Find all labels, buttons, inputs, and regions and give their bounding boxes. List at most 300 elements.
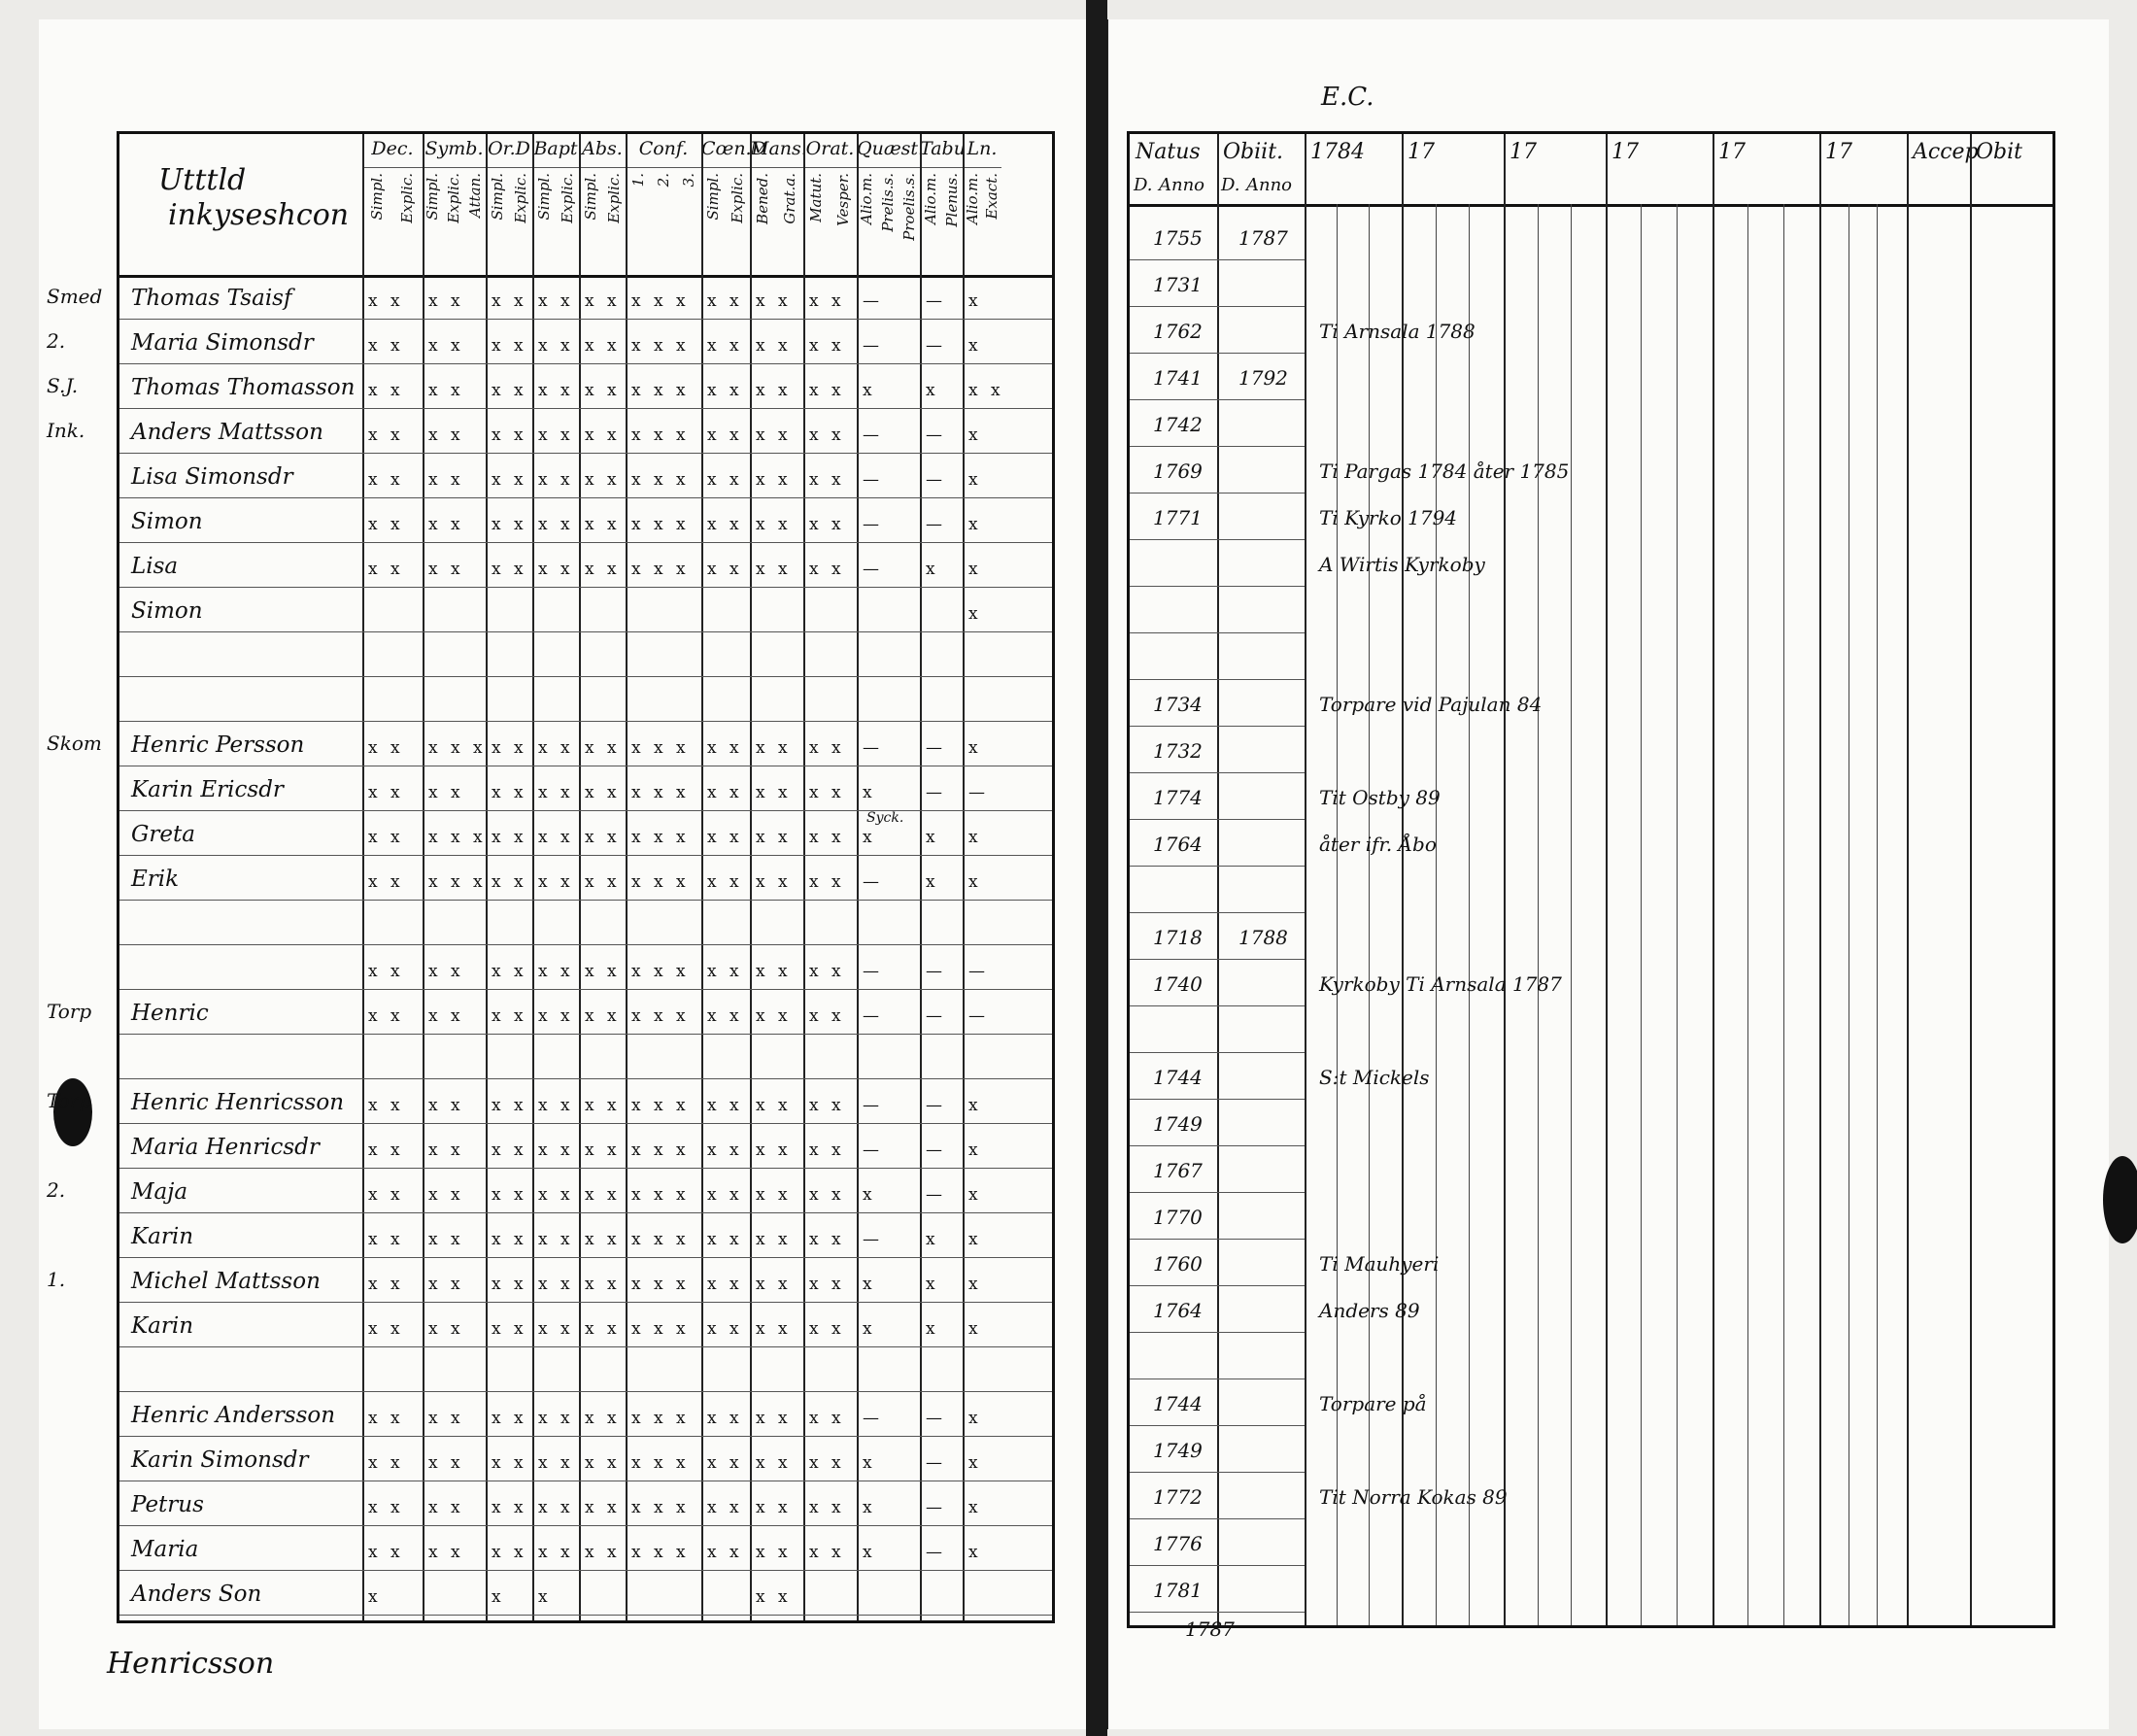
- birth-year: 1771: [1153, 506, 1203, 529]
- person-name: Lisa Simonsdr: [131, 464, 293, 490]
- exam-mark: x x x: [631, 783, 690, 802]
- row-rule: [119, 1436, 1052, 1437]
- exam-mark: x: [863, 1543, 876, 1562]
- exam-mark: —: [926, 1140, 946, 1160]
- column-subheader: 2.: [654, 173, 672, 187]
- row-rule: [1130, 1145, 1305, 1146]
- column-divider: [963, 134, 965, 1620]
- exam-mark: x x: [756, 1140, 792, 1160]
- exam-mark: x x: [492, 783, 527, 802]
- exam-mark: —: [863, 470, 883, 490]
- exam-mark: x x: [428, 515, 464, 534]
- register-note: Torpare vid Pajulan 84: [1319, 693, 1543, 716]
- column-header: 17: [1825, 140, 1852, 164]
- exam-mark: x x: [809, 872, 845, 892]
- register-note: Anders 89: [1319, 1299, 1420, 1322]
- row-rule: [1130, 959, 1305, 960]
- exam-mark: x x: [538, 291, 574, 311]
- exam-mark: x x: [492, 1275, 527, 1294]
- exam-mark: x x x: [631, 1319, 690, 1339]
- exam-mark: x x: [756, 515, 792, 534]
- exam-mark: x: [968, 872, 982, 892]
- exam-mark: x x: [368, 962, 404, 981]
- column-subheader: Simpl.: [488, 173, 506, 221]
- row-rule: [119, 319, 1052, 320]
- exam-mark: x x x: [631, 1498, 690, 1517]
- exam-mark: x x: [368, 1230, 404, 1249]
- person-name: Maja: [131, 1179, 188, 1205]
- exam-mark: x x: [809, 1006, 845, 1026]
- exam-mark: x x: [428, 1185, 464, 1205]
- exam-mark: x x: [538, 872, 574, 892]
- birth-year: 1781: [1153, 1579, 1203, 1602]
- exam-mark: x x: [707, 515, 743, 534]
- birth-year: 1718: [1153, 926, 1203, 949]
- column-divider: [1217, 134, 1219, 1625]
- birth-year: 1770: [1153, 1206, 1203, 1229]
- exam-mark: x x: [492, 872, 527, 892]
- column-divider: [701, 134, 703, 1620]
- row-rule: [1130, 493, 1305, 494]
- row-rule: [1130, 1612, 1305, 1613]
- column-subheader: D.: [1221, 175, 1240, 195]
- row-rule: [119, 1346, 1052, 1347]
- sub-column-divider: [1877, 204, 1878, 1625]
- exam-mark: x x: [756, 1453, 792, 1473]
- row-rule: [1130, 586, 1305, 587]
- exam-mark: —: [863, 872, 883, 892]
- birth-year: 1731: [1153, 273, 1203, 296]
- exam-mark: x x x: [631, 738, 690, 758]
- exam-mark: —: [926, 1185, 946, 1205]
- row-rule: [119, 1123, 1052, 1124]
- header-rule: [701, 167, 750, 168]
- row-rule: [1130, 679, 1305, 680]
- column-divider: [1305, 134, 1306, 1625]
- person-name: Thomas Thomasson: [131, 375, 356, 400]
- sub-column-divider: [1677, 204, 1678, 1625]
- exam-mark: x x x: [631, 1409, 690, 1428]
- exam-mark: —: [863, 962, 883, 981]
- exam-mark: x x: [585, 291, 621, 311]
- row-rule: [1130, 1472, 1305, 1473]
- row-rule: [119, 453, 1052, 454]
- column-subheader: Bened.: [754, 173, 772, 224]
- exam-mark: x x: [585, 1453, 621, 1473]
- exam-mark: x x: [756, 828, 792, 847]
- birth-year: 1755: [1153, 226, 1203, 250]
- exam-mark: x x: [492, 381, 527, 400]
- exam-mark: x x: [368, 1096, 404, 1115]
- exam-mark: x x: [756, 291, 792, 311]
- exam-mark: x x: [368, 783, 404, 802]
- birth-year: 1744: [1153, 1392, 1203, 1415]
- sub-column-divider: [1469, 204, 1470, 1625]
- exam-mark: x x: [368, 1498, 404, 1517]
- exam-mark: x x: [492, 291, 527, 311]
- exam-mark: x x: [809, 381, 845, 400]
- column-divider: [423, 134, 424, 1620]
- exam-mark: x x: [707, 962, 743, 981]
- exam-mark: x: [968, 470, 982, 490]
- exam-mark: x x: [707, 1409, 743, 1428]
- exam-mark: x x: [756, 1006, 792, 1026]
- exam-mark: x x: [809, 515, 845, 534]
- exam-mark: x x: [428, 381, 464, 400]
- column-subheader: Simpl.: [424, 173, 442, 221]
- exam-mark: x x: [538, 962, 574, 981]
- exam-mark: x x: [585, 828, 621, 847]
- top-label: E.C.: [1321, 83, 1374, 112]
- exam-mark: x x: [585, 962, 621, 981]
- exam-mark: x x: [428, 1498, 464, 1517]
- exam-mark: x x: [538, 560, 574, 579]
- exam-mark: x: [968, 738, 982, 758]
- exam-mark: x: [968, 336, 982, 356]
- exam-mark: —: [926, 1498, 946, 1517]
- exam-mark: x x x: [631, 872, 690, 892]
- exam-mark: x x: [707, 738, 743, 758]
- exam-mark: x x: [707, 1498, 743, 1517]
- exam-mark: x x: [538, 1453, 574, 1473]
- exam-mark: x: [926, 1230, 939, 1249]
- exam-mark: x x x: [631, 560, 690, 579]
- register-note: Ti Arnsala 1788: [1319, 320, 1476, 343]
- column-subheader: Vesper.: [833, 173, 852, 226]
- register-note: Ti Pargas 1784 åter 1785: [1319, 460, 1570, 483]
- register-note: Tit Ostby 89: [1319, 786, 1441, 809]
- exam-mark: x x: [428, 470, 464, 490]
- exam-mark: —: [926, 1006, 946, 1026]
- margin-label: Smed: [47, 285, 103, 308]
- row-rule: [1130, 866, 1305, 867]
- death-year: 1787: [1238, 226, 1288, 250]
- exam-mark: x x: [538, 1006, 574, 1026]
- exam-mark: x x x: [631, 1543, 690, 1562]
- exam-mark: x x x: [428, 828, 487, 847]
- exam-mark: x: [968, 1319, 982, 1339]
- person-name: Karin Simonsdr: [131, 1447, 309, 1473]
- column-divider: [1907, 134, 1909, 1625]
- row-rule: [1130, 1425, 1305, 1426]
- exam-mark: x x: [368, 828, 404, 847]
- exam-mark: x: [968, 604, 982, 624]
- title-line: Utttld: [158, 163, 247, 197]
- exam-mark: x x: [756, 1587, 792, 1607]
- sub-column-divider: [1783, 204, 1784, 1625]
- row-rule: [119, 676, 1052, 677]
- exam-mark: x x x: [631, 291, 690, 311]
- exam-mark: x x: [538, 381, 574, 400]
- exam-mark: x x: [707, 425, 743, 445]
- margin-label: Torp: [47, 1000, 92, 1023]
- exam-mark: x: [968, 828, 982, 847]
- column-header: Tabu: [920, 138, 966, 159]
- column-subheader: Simpl.: [368, 173, 386, 221]
- exam-mark: x x: [585, 1275, 621, 1294]
- row-rule: [119, 810, 1052, 811]
- exam-mark: x x: [756, 470, 792, 490]
- exam-mark: x x: [492, 738, 527, 758]
- exam-mark: x: [863, 381, 876, 400]
- exam-mark: —: [863, 425, 883, 445]
- birth-year: 1741: [1153, 366, 1203, 390]
- exam-mark: x x: [492, 1453, 527, 1473]
- exam-mark: x x: [368, 1543, 404, 1562]
- exam-mark: x x: [707, 1185, 743, 1205]
- exam-mark: x x: [809, 1319, 845, 1339]
- column-subheader: Exact.: [982, 173, 1001, 220]
- column-subheader: Explic.: [604, 173, 623, 223]
- exam-mark: —: [926, 1543, 946, 1562]
- exam-mark: x x: [428, 291, 464, 311]
- header-rule: [920, 167, 963, 168]
- exam-mark: x x: [538, 1096, 574, 1115]
- person-name: Simon: [131, 598, 203, 624]
- column-subheader: Attan.: [465, 173, 484, 218]
- exam-mark: x: [863, 828, 876, 847]
- header-rule: [857, 167, 920, 168]
- column-header: Or.D: [488, 138, 530, 159]
- exam-mark: x x: [538, 336, 574, 356]
- birth-year: 1776: [1153, 1532, 1203, 1555]
- person-name: Erik: [131, 867, 180, 892]
- register-note: Ti Mauhyeri: [1319, 1252, 1440, 1276]
- page-title: [158, 163, 349, 233]
- sub-column-divider: [1641, 204, 1642, 1625]
- exam-mark: x x x: [631, 425, 690, 445]
- exam-mark: x: [863, 1185, 876, 1205]
- exam-mark: x x: [492, 425, 527, 445]
- exam-mark: —: [863, 738, 883, 758]
- exam-mark: x x: [368, 1319, 404, 1339]
- table-header: [119, 134, 1052, 278]
- column-subheader: Explic.: [398, 173, 416, 223]
- exam-mark: x: [968, 1185, 982, 1205]
- column-header: Accep: [1913, 140, 1979, 164]
- exam-mark: x x: [809, 560, 845, 579]
- exam-mark: —: [968, 783, 989, 802]
- exam-mark: x x: [585, 1006, 621, 1026]
- exam-mark: x x: [707, 291, 743, 311]
- exam-mark: x x: [492, 1140, 527, 1160]
- exam-mark: x x: [585, 336, 621, 356]
- exam-mark: x x: [585, 783, 621, 802]
- exam-mark: —: [863, 1140, 883, 1160]
- column-header: Natus: [1136, 140, 1201, 164]
- row-rule: [119, 1302, 1052, 1303]
- column-subheader: D.: [1134, 175, 1153, 195]
- exam-mark: x x x: [631, 1453, 690, 1473]
- catechetical-table: [117, 131, 1055, 1623]
- register-note: S:t Mickels: [1319, 1066, 1430, 1089]
- row-rule: [1130, 1052, 1305, 1053]
- exam-mark: x x x: [631, 828, 690, 847]
- exam-mark: x x: [492, 1230, 527, 1249]
- row-rule: [119, 1570, 1052, 1571]
- exam-mark: x x: [809, 336, 845, 356]
- row-rule: [1130, 399, 1305, 400]
- exam-mark: x: [863, 1453, 876, 1473]
- exam-mark: x x: [428, 962, 464, 981]
- header-rule: [532, 167, 579, 168]
- exam-mark: x x: [492, 1543, 527, 1562]
- exam-mark: x x: [538, 1185, 574, 1205]
- row-rule: [119, 408, 1052, 409]
- exam-mark: x: [968, 1453, 982, 1473]
- person-name: Henric Henricsson: [131, 1090, 345, 1115]
- exam-mark: x: [368, 1587, 382, 1607]
- exam-mark: x x: [707, 1096, 743, 1115]
- exam-mark: x: [968, 1498, 982, 1517]
- row-rule: [1130, 1192, 1305, 1193]
- column-header: Conf.: [638, 138, 689, 159]
- column-header: 17: [1611, 140, 1639, 164]
- exam-mark: x: [968, 515, 982, 534]
- column-header: Mans.: [750, 138, 807, 159]
- exam-mark: x x: [492, 1006, 527, 1026]
- person-name: Anders Son: [131, 1582, 262, 1607]
- exam-mark: x x: [538, 1275, 574, 1294]
- row-rule: [1130, 259, 1305, 260]
- exam-mark: x x: [538, 470, 574, 490]
- exam-mark: x x: [428, 1319, 464, 1339]
- exam-mark: —: [926, 962, 946, 981]
- exam-mark: x x: [707, 1230, 743, 1249]
- birth-year: 1740: [1153, 972, 1203, 996]
- margin-label: 1.: [47, 1268, 66, 1291]
- exam-mark: x x: [368, 425, 404, 445]
- birth-year: 1734: [1153, 693, 1203, 716]
- exam-mark: x x: [368, 515, 404, 534]
- exam-mark: x: [926, 381, 939, 400]
- exam-mark: x x: [428, 336, 464, 356]
- sub-column-divider: [1538, 204, 1539, 1625]
- exam-mark: x x: [756, 1096, 792, 1115]
- row-rule: [1130, 1565, 1305, 1566]
- exam-mark: x x: [585, 470, 621, 490]
- exam-mark: x: [926, 560, 939, 579]
- register-note: Tit Norra Kokas 89: [1319, 1485, 1508, 1509]
- exam-mark: x: [926, 828, 939, 847]
- exam-mark: x x: [809, 470, 845, 490]
- row-rule: [119, 855, 1052, 856]
- exam-mark: x: [926, 1319, 939, 1339]
- exam-mark: x x: [585, 515, 621, 534]
- row-rule: [1130, 1332, 1305, 1333]
- row-rule: [1130, 1005, 1305, 1006]
- register-note: Torpare på: [1319, 1392, 1427, 1415]
- exam-mark: x x: [538, 828, 574, 847]
- row-rule: [119, 989, 1052, 990]
- exam-mark: —: [968, 1006, 989, 1026]
- exam-mark: x x: [538, 1543, 574, 1562]
- exam-mark: x x: [756, 425, 792, 445]
- row-rule: [119, 1391, 1052, 1392]
- exam-mark: x x: [756, 1230, 792, 1249]
- column-divider: [803, 134, 805, 1620]
- column-divider: [1606, 134, 1608, 1625]
- exam-mark: x x: [368, 1409, 404, 1428]
- exam-mark: x x: [756, 1275, 792, 1294]
- exam-mark: x x x: [631, 962, 690, 981]
- exam-mark: x: [492, 1587, 505, 1607]
- exam-mark: —: [968, 962, 989, 981]
- exam-mark: x x x: [631, 1275, 690, 1294]
- column-subheader: Anno: [1159, 175, 1205, 195]
- exam-mark: x x: [585, 1498, 621, 1517]
- exam-mark: x x: [368, 1453, 404, 1473]
- column-divider: [532, 134, 534, 1620]
- header-rule: [750, 167, 803, 168]
- exam-mark: x x: [809, 1096, 845, 1115]
- column-subheader: Grat.a.: [780, 173, 798, 224]
- exam-mark: x x: [585, 425, 621, 445]
- exam-mark: x x: [809, 738, 845, 758]
- exam-mark: x x: [707, 560, 743, 579]
- person-name: Karin Ericsdr: [131, 777, 284, 802]
- exam-mark: x x: [492, 1319, 527, 1339]
- exam-mark: x x x: [631, 1230, 690, 1249]
- exam-mark: x x: [585, 381, 621, 400]
- row-rule: [119, 1257, 1052, 1258]
- row-rule: [119, 1212, 1052, 1213]
- exam-mark: x x: [809, 783, 845, 802]
- exam-mark: x x x: [631, 1140, 690, 1160]
- exam-mark: x x: [585, 1319, 621, 1339]
- exam-mark: x x: [756, 1543, 792, 1562]
- person-name: Thomas Tsaisf: [131, 286, 292, 311]
- exam-mark: x x: [809, 1543, 845, 1562]
- exam-mark: —: [926, 783, 946, 802]
- margin-label: S.J.: [47, 374, 79, 397]
- exam-mark: x x: [538, 783, 574, 802]
- column-header: Obit: [1976, 140, 2022, 164]
- exam-mark: x x: [368, 560, 404, 579]
- birth-year: 1762: [1153, 320, 1203, 343]
- header-rule: [486, 167, 532, 168]
- row-rule: [1130, 726, 1305, 727]
- sub-column-divider: [1571, 204, 1572, 1625]
- exam-mark: x x: [368, 1006, 404, 1026]
- exam-mark: x x: [809, 1230, 845, 1249]
- exam-mark: x x: [428, 1409, 464, 1428]
- exam-mark: x x: [707, 1543, 743, 1562]
- column-subheader: 1.: [628, 173, 647, 187]
- person-name: Michel Mattsson: [131, 1269, 321, 1294]
- exam-mark: x x: [585, 872, 621, 892]
- exam-mark: x x: [538, 515, 574, 534]
- header-rule: [362, 167, 423, 168]
- birth-year: 1760: [1153, 1252, 1203, 1276]
- exam-mark: x x: [428, 1543, 464, 1562]
- exam-mark: x x: [756, 962, 792, 981]
- row-rule: [1130, 1518, 1305, 1519]
- birth-year: 1749: [1153, 1439, 1203, 1462]
- exam-mark: x x: [368, 470, 404, 490]
- exam-mark: x x: [756, 872, 792, 892]
- cell-note: Syck.: [866, 810, 904, 826]
- title-line: inkyseshcon: [168, 198, 350, 232]
- birth-year: 1772: [1153, 1485, 1203, 1509]
- death-year: 1792: [1238, 366, 1288, 390]
- exam-mark: —: [926, 470, 946, 490]
- exam-mark: x x: [585, 1543, 621, 1562]
- margin-label: 2.: [47, 329, 66, 353]
- exam-mark: —: [863, 291, 883, 311]
- exam-mark: x: [968, 1409, 982, 1428]
- exam-mark: x x: [707, 1140, 743, 1160]
